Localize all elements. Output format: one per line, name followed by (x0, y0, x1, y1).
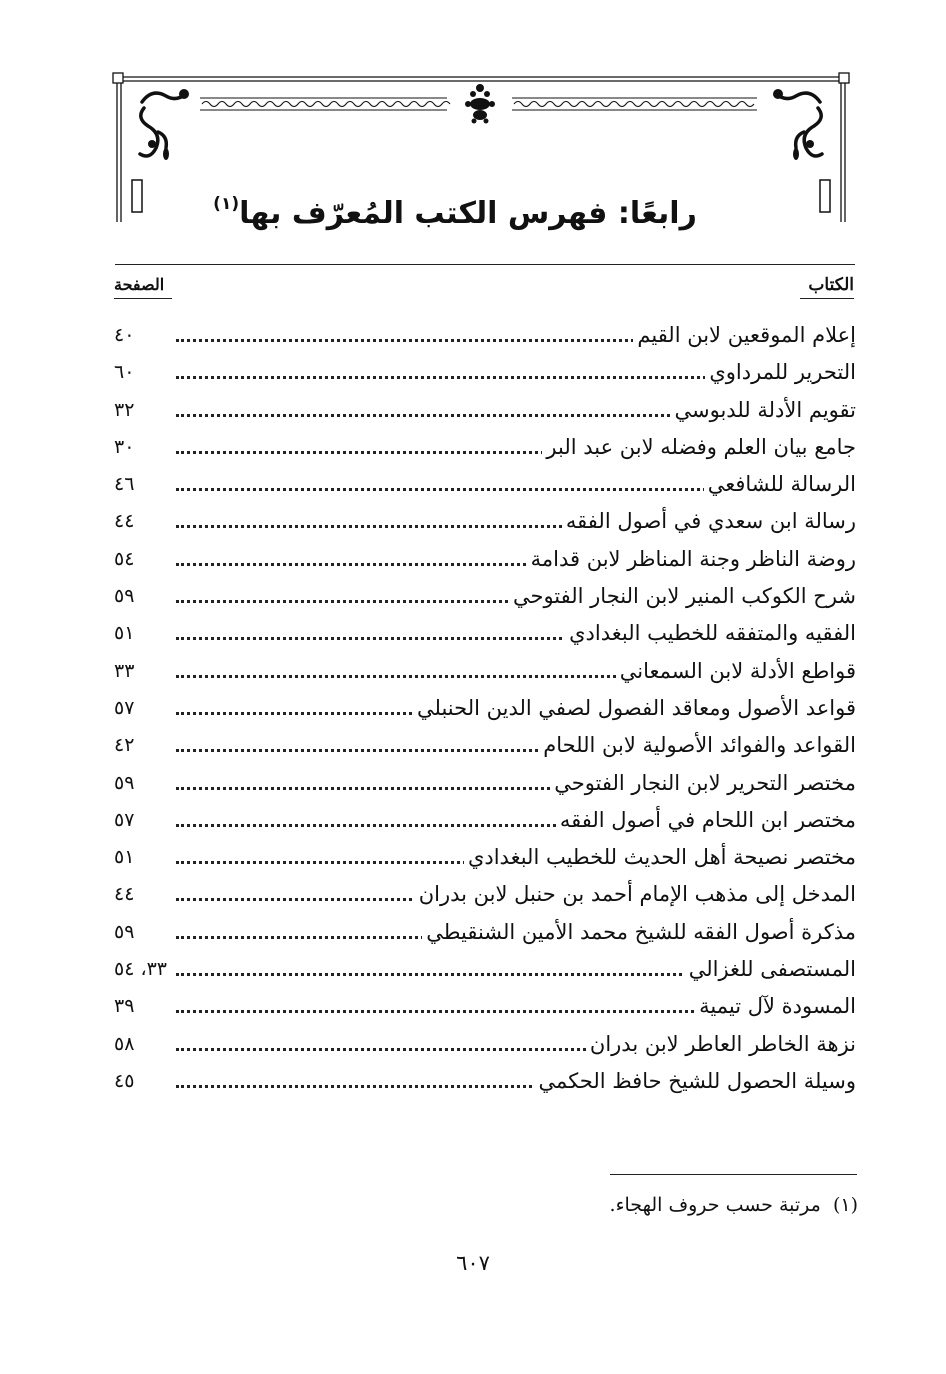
footnote-text: مرتبة حسب حروف الهجاء. (609, 1194, 821, 1216)
footnote (610, 1190, 858, 1220)
page-ref: ٥١ (114, 622, 135, 645)
list-item (100, 802, 856, 839)
book-title: مختصر ابن اللحام في أصول الفقه (556, 802, 856, 839)
page-ref: ٥٩ (114, 771, 135, 794)
page-ref: ٣٢ (114, 398, 135, 421)
page-ref: ٥٧ (114, 808, 135, 831)
column-header-page: الصفحة (114, 275, 165, 294)
book-index-list (100, 317, 856, 1100)
list-item (100, 466, 856, 503)
book-title: تقويم الأدلة للدبوسي (671, 392, 856, 429)
book-title: القواعد والفوائد الأصولية لابن اللحام (539, 727, 856, 764)
list-item (100, 392, 856, 429)
book-title: روضة الناظر وجنة المناظر لابن قدامة (527, 541, 856, 578)
book-title: جامع بيان العلم وفضله لابن عبد البر (542, 429, 856, 466)
book-title: المدخل إلى مذهب الإمام أحمد بن حنبل لابن بدران (415, 876, 856, 913)
book-title: التحرير للمرداوي (705, 354, 856, 391)
page-ref: ٤٥ (114, 1069, 135, 1092)
page-ref: ٤٤ (114, 883, 135, 906)
book-title: مذكرة أصول الفقه للشيخ محمد الأمين الشنقيطي (422, 914, 856, 951)
column-header-page-underline (114, 298, 172, 299)
book-title: مختصر نصيحة أهل الحديث للخطيب البغدادي (464, 839, 856, 876)
list-item (100, 988, 856, 1025)
title-text: رابعًا: فهرس الكتب المُعرّف بها (239, 196, 697, 231)
page-number: ٦٠٧ (456, 1251, 490, 1275)
list-item (100, 1063, 856, 1100)
book-title: المسودة لآل تيمية (695, 988, 856, 1025)
book-title: قواعد الأصول ومعاقد الفصول لصفي الدين الحنبلي (413, 690, 856, 727)
book-title: الرسالة للشافعي (704, 466, 856, 503)
page-ref: ٣٠ (114, 435, 135, 458)
column-header-book: الكتاب (808, 275, 854, 295)
header-rule (115, 264, 855, 265)
list-item (100, 1026, 856, 1063)
book-title: المستصفى للغزالي (685, 951, 856, 988)
page-ref: ٤٠ (114, 324, 135, 346)
list-item (100, 765, 856, 802)
page-ref: ٦٠ (114, 361, 135, 384)
footnote-separator (610, 1174, 857, 1175)
page-ref: ٣٣ (114, 659, 135, 682)
title-footnote-marker: (١) (213, 194, 240, 214)
footnote-marker: (١) (832, 1194, 858, 1216)
column-header-book-underline (800, 298, 854, 299)
page-ref: ٥٨ (114, 1032, 135, 1055)
list-item (100, 317, 856, 354)
list-item (100, 951, 856, 988)
page-ref: ٤٦ (114, 473, 135, 496)
list-item (100, 429, 856, 466)
book-title: نزهة الخاطر العاطر لابن بدران (586, 1026, 856, 1063)
page-ref: ٤٢ (114, 734, 135, 757)
page-title (170, 178, 740, 230)
list-item (100, 354, 856, 391)
book-title: مختصر التحرير لابن النجار الفتوحي (550, 765, 856, 802)
list-item (100, 727, 856, 764)
list-item (100, 876, 856, 913)
list-item (100, 615, 856, 652)
list-item (100, 503, 856, 540)
list-item (100, 690, 856, 727)
book-title: وسيلة الحصول للشيخ حافظ الحكمي (535, 1063, 856, 1100)
list-item (100, 653, 856, 690)
book-title: رسالة ابن سعدي في أصول الفقه (562, 503, 856, 540)
list-item (100, 578, 856, 615)
page-ref: ٥٤ (114, 547, 135, 570)
page-ref: ٥٩ (114, 585, 135, 608)
book-title: الفقيه والمتفقه للخطيب البغدادي (565, 615, 856, 652)
page-ref: ٥١ (114, 846, 135, 869)
page-ref: ٣٩ (114, 995, 135, 1018)
book-title: شرح الكوكب المنير لابن النجار الفتوحي (509, 578, 856, 615)
page-ref: ٣٣، ٥٤ (114, 958, 168, 981)
page-ref: ٥٧ (114, 696, 135, 719)
list-item (100, 541, 856, 578)
book-title: قواطع الأدلة لابن السمعاني (616, 653, 856, 690)
page-ref: ٥٩ (114, 920, 135, 943)
page-ref: ٤٤ (114, 510, 135, 533)
list-item (100, 839, 856, 876)
book-title: إعلام الموقعين لابن القيم (633, 317, 856, 354)
list-item (100, 914, 856, 951)
